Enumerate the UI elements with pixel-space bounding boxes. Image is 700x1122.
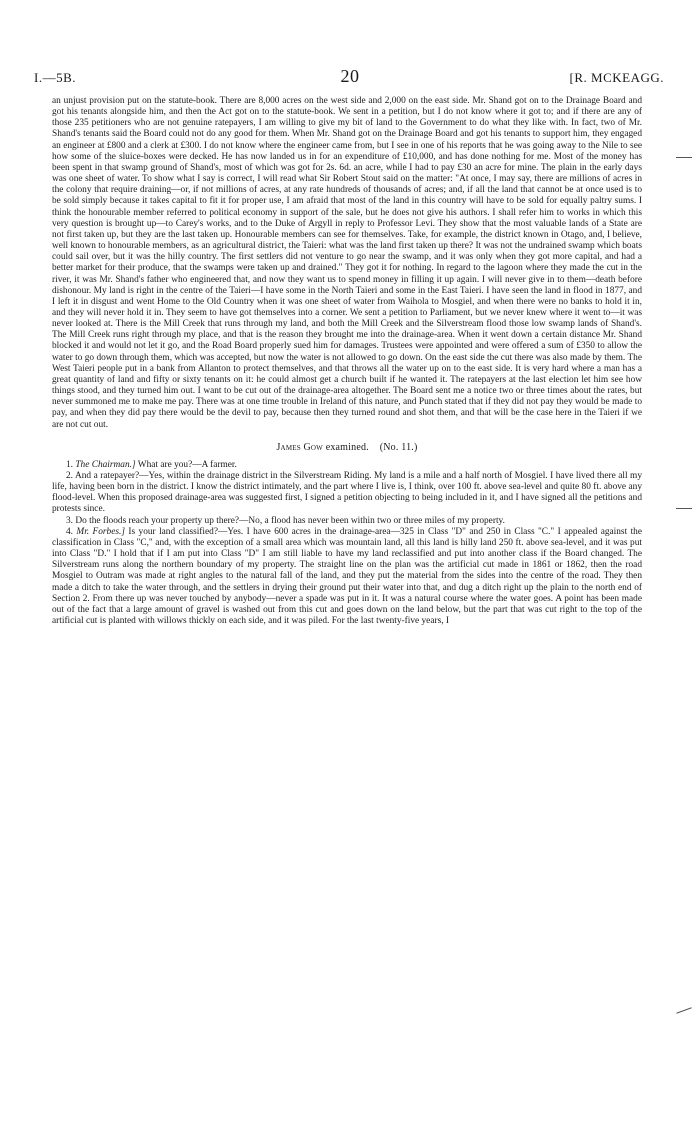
speaker-chairman: The Chairman.] [75, 459, 136, 470]
page-body [52, 96, 642, 627]
witness-number: (No. 11.) [379, 441, 418, 453]
statement-paragraph: an unjust provision put on the statute-book. There are 8,000 acres on the west side and 2,000 on the east side. Mr. Shand got on to the Drainage Board and got his tenants alongside him, and then the Act got on to the statute-book. We sent in a petition, but I do not know where it got to; and if there are any of those 235 petitioners who are not genuine ratepayers, I am willing to give my bit of land to the Government to do what they like with. In fact, two of Mr. Shand's tenants said the Board could not do any good for them. When Mr. Shand got on the Drainage Board and got his tenants to support him, they engaged an engineer at £800 and a clerk at £300. I do not know where the engineer came from, but I see in one of his reports that he was going away to the Nile to see how some of the sluice-boxes were decked. He has now landed us in for an expenditure of £10,000, and has done nothing for me. Most of the money has been spent in that swamp ground of Shand's, most of which was got for 2s. 6d. an acre, while I had to pay £30 an acre for mine. The plain in the early days was one sheet of water. To show what I say is correct, I will read what Sir Robert Stout said on the matter: "At once, I may say, there are millions of acres in the colony that require draining—or, if not millions of acres, at any rate hundreds of thousands of acres; and, if all the land that cannot be at once used is to be sold simply because it takes capital to fit it for proper use, I am afraid that most of the land in this country will have to be sold for equally paltry sums. I think the honourable member referred to political economy in support of the sale, but he does not give his authors. I shall refer him to works in which this very question is brought up—to Carey's works, and to the Duke of Argyll in reply to Professor Levi. They show that the most valuable lands of a State are not first taken up, but they are the last taken up. Honourable members can see for themselves. Take, for example, the district known in Otago, and, I believe, well known to honourable members, as an agricultural district, the Taieri: what was the land first taken up there? It was not the undrained swamp which boats could sail over, but it was the hilly country. The first settlers did not venture to go near the swamp, and it was only when they got more capital, and had a better market for their produce, that the swamps were taken up and drained." They got it for nothing. In regard to the lagoon where they made the cut in the river, it was Mr. Shand's father who engineered that, and now they want us to spend money in filling it up again. I will never give in to them—death before dishonour. My land is right in the centre of the Taieri—I have some in the North Taieri and some in the East Taieri. I have seen the land in flood in 1877, and I left it in disgust and went Home to the Old Country when it was one sheet of water from Waihola to Mosgiel, and when there were no banks to hold it in, and they will never hold it in. They seem to have got themselves into a corner. We sent a petition to Parliament, but we never knew where it went to—it was never looked at. There is the Mill Creek that runs through my land, and both the Mill Creek and the Silverstream flood those low swamp lands of Shand's. The Mill Creek runs right through my place, and that is the reason they brought me into the drainage-area. When it went down a certain distance Mr. Shand blocked it and would not let it go, and the Road Board properly sued him for damages. Trustees were appointed and were offered a sum of £350 to allow the water to go down through them, which was accepted, but now the water is not allowed to go down. On the east side the cut there was also made by them. The West Taieri people put in a bank from Allanton to protect themselves, and that throws all the water up on to the east side. It is very hard where a man has a great quantity of land and fifty or sixty tenants on it: he could almost get a church built if he wanted it. The ratepayers at the last election let him see how things stood, and they turned him out. I want to be cut out of the drainage-area altogether. The Board sent me a notice two or three times about the rates, but never summoned me to make me pay. There was at one time trouble in Ireland of this nature, and Punch stated that if they did not pay they would be made to pay, and when they did pay there would be the devil to pay, because then they turned round and shot them, and that will be the case here in the Taieri if we are not cut out. [52, 96, 642, 430]
witness-suffix: examined. [325, 441, 369, 453]
page-number: 20 [340, 66, 360, 86]
header-right: [R. MCKEAGG. [569, 70, 664, 85]
speaker-forbes: Mr. Forbes.] [76, 526, 125, 537]
margin-mark [676, 1007, 691, 1013]
header-left: I.—5B. [34, 70, 76, 85]
witness-name: James Gow [276, 441, 323, 453]
witness-heading [52, 442, 642, 453]
margin-mark [676, 157, 692, 158]
margin-mark [676, 508, 692, 509]
question-4: 4. Mr. Forbes.] Is your land classified?—Yes. I have 600 acres in the drainage-area—325 in Class "D" and 250 in Class "C." I appealed against the classification in Class "C," and, with the exception of a small area which was mountain land, all this land is hilly land 250 ft. above sea-level, and it was put into Class "D." I hold that if I am put into Class "D" I am still liable to have my land reclassified and put into another class if the Board changed. The Silverstream runs along the northern boundary of my property. The straight line on the plan was the artificial cut made in 1861 or 1862, then the road Mosgiel to Outram was made at right angles to the natural fall of the land, and they put the material from the sides into the centre of the road. They then made a ditch to take the water through, and the settlers in drying their ground put their water into that, and dug a ditch right up the plain to the north end of Section 2. From there up was never touched by anybody—never a spade was put in it. It was a natural course where the water goes. A point has been made out of the fact that a large amount of gravel is washed out from this cut and goes down on the land below, but the part that was cut right to the top of the artificial cut is planted with willows thickly on each side, and it was piled. For the last twenty-five years, I [52, 526, 642, 627]
question-3: 3. Do the floods reach your property up there?—No, a flood has never been within two or three miles of my property. [66, 515, 505, 526]
question-2: 2. And a ratepayer?—Yes, within the drainage district in the Silverstream Riding. My land is a mile and a half north of Mosgiel. I have lived there all my life, having been born in the district. I know the district intimately, and the part where I live is, I think, over 100 ft. above sea-level and quite 80 ft. above any flood-level. When this proposed drainage-area was suggested first, I signed a petition objecting to being included in it, and I have signed all the petitions and protests since. [52, 471, 642, 515]
question-1: 1. The Chairman.] What are you?—A farmer. [66, 459, 237, 470]
